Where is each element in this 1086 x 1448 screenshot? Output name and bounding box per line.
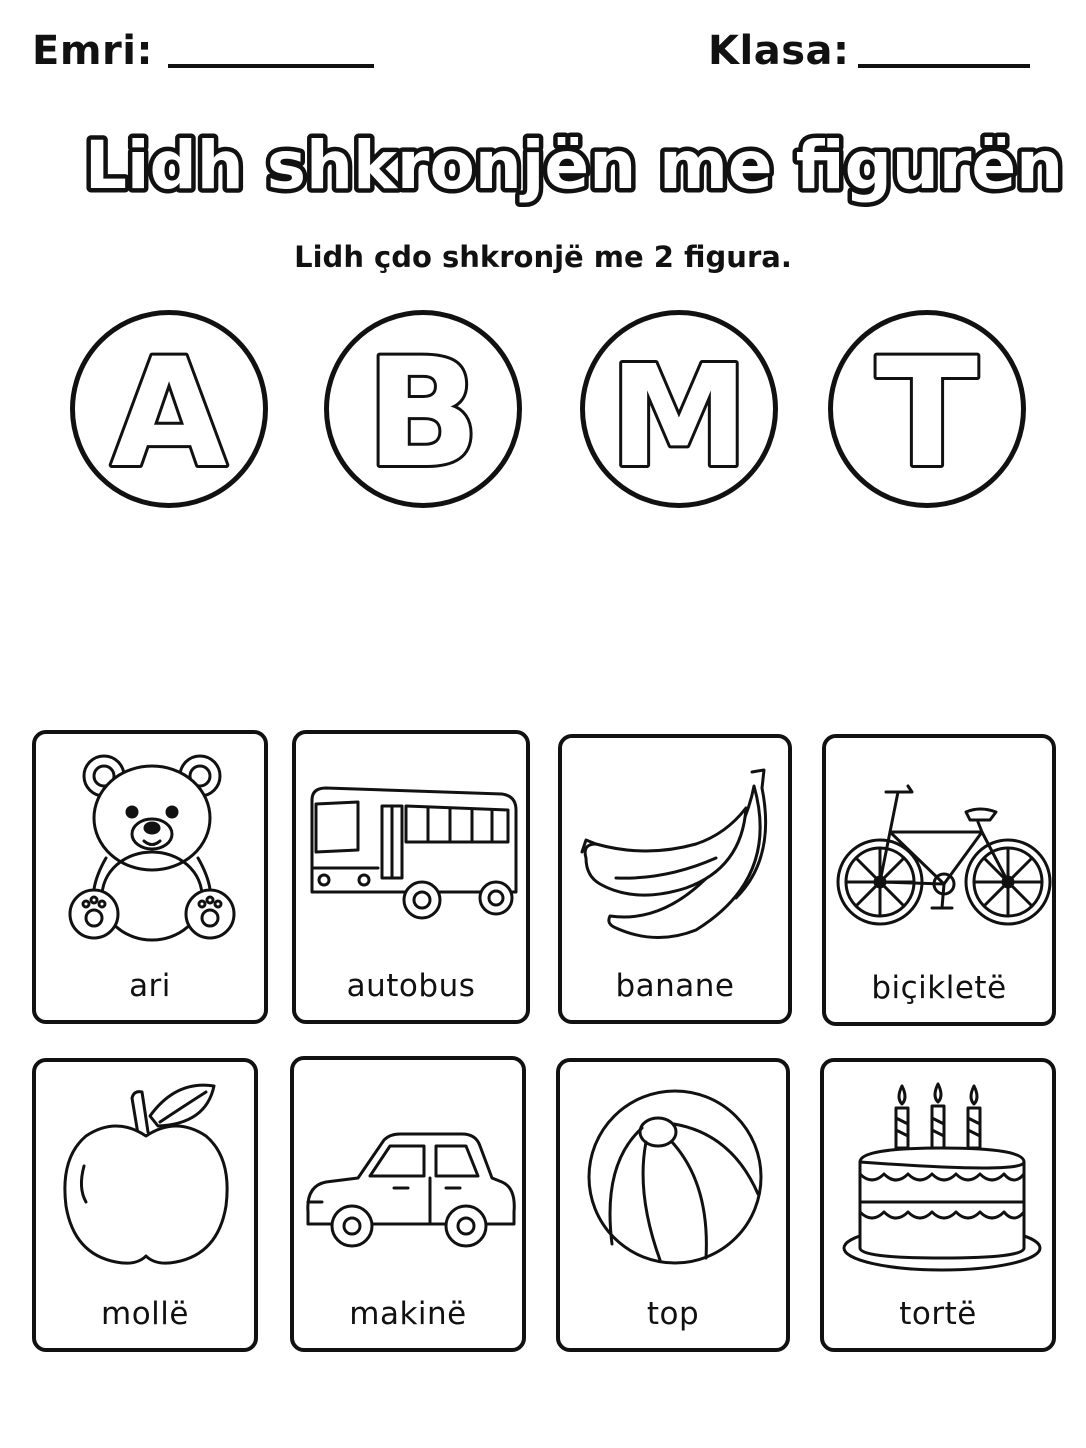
letter-circle-b[interactable] [324, 310, 522, 508]
cake-icon [838, 1078, 1046, 1278]
card-word-makine: makinë [349, 1296, 467, 1332]
banana-icon [576, 758, 782, 948]
page-title-graphic [0, 110, 1086, 220]
card-word-autobus: autobus [346, 968, 476, 1004]
teddy-bear-icon [64, 746, 240, 946]
letter-b: B [365, 327, 481, 501]
letter-t: T [875, 327, 979, 501]
picture-card-molle[interactable] [32, 1058, 258, 1352]
card-word-biciklete: biçikletë [871, 970, 1007, 1006]
ball-icon [582, 1084, 768, 1270]
letter-circle-m[interactable] [580, 310, 778, 508]
picture-card-autobus[interactable] [292, 730, 530, 1024]
card-word-top: top [646, 1296, 700, 1332]
car-icon [300, 1122, 522, 1258]
card-word-banane: banane [615, 968, 735, 1004]
picture-card-torte[interactable] [820, 1058, 1056, 1352]
bus-icon [302, 780, 524, 930]
card-word-molle: mollë [101, 1296, 189, 1332]
letter-m: M [609, 336, 749, 499]
picture-card-top[interactable] [556, 1058, 790, 1352]
picture-card-banane[interactable] [558, 734, 792, 1024]
class-label: Klasa: [708, 28, 850, 74]
card-word-torte: tortë [899, 1296, 977, 1332]
name-label: Emri: [32, 28, 153, 74]
picture-card-bicikleté[interactable] [822, 734, 1056, 1026]
card-word-ari: ari [129, 968, 171, 1004]
apple-icon [56, 1076, 242, 1276]
picture-card-makine[interactable] [290, 1056, 526, 1352]
picture-card-ari[interactable] [32, 730, 268, 1024]
letter-circle-t[interactable] [828, 310, 1026, 508]
page-title: Lidh shkronjën me figurën [84, 127, 1064, 204]
letter-a: A [110, 327, 228, 501]
name-line[interactable] [168, 64, 374, 68]
bicycle-icon [832, 782, 1054, 932]
instruction-text: Lidh çdo shkronjë me 2 figura. [294, 240, 792, 274]
class-line[interactable] [858, 64, 1030, 68]
letter-circle-a[interactable] [70, 310, 268, 508]
